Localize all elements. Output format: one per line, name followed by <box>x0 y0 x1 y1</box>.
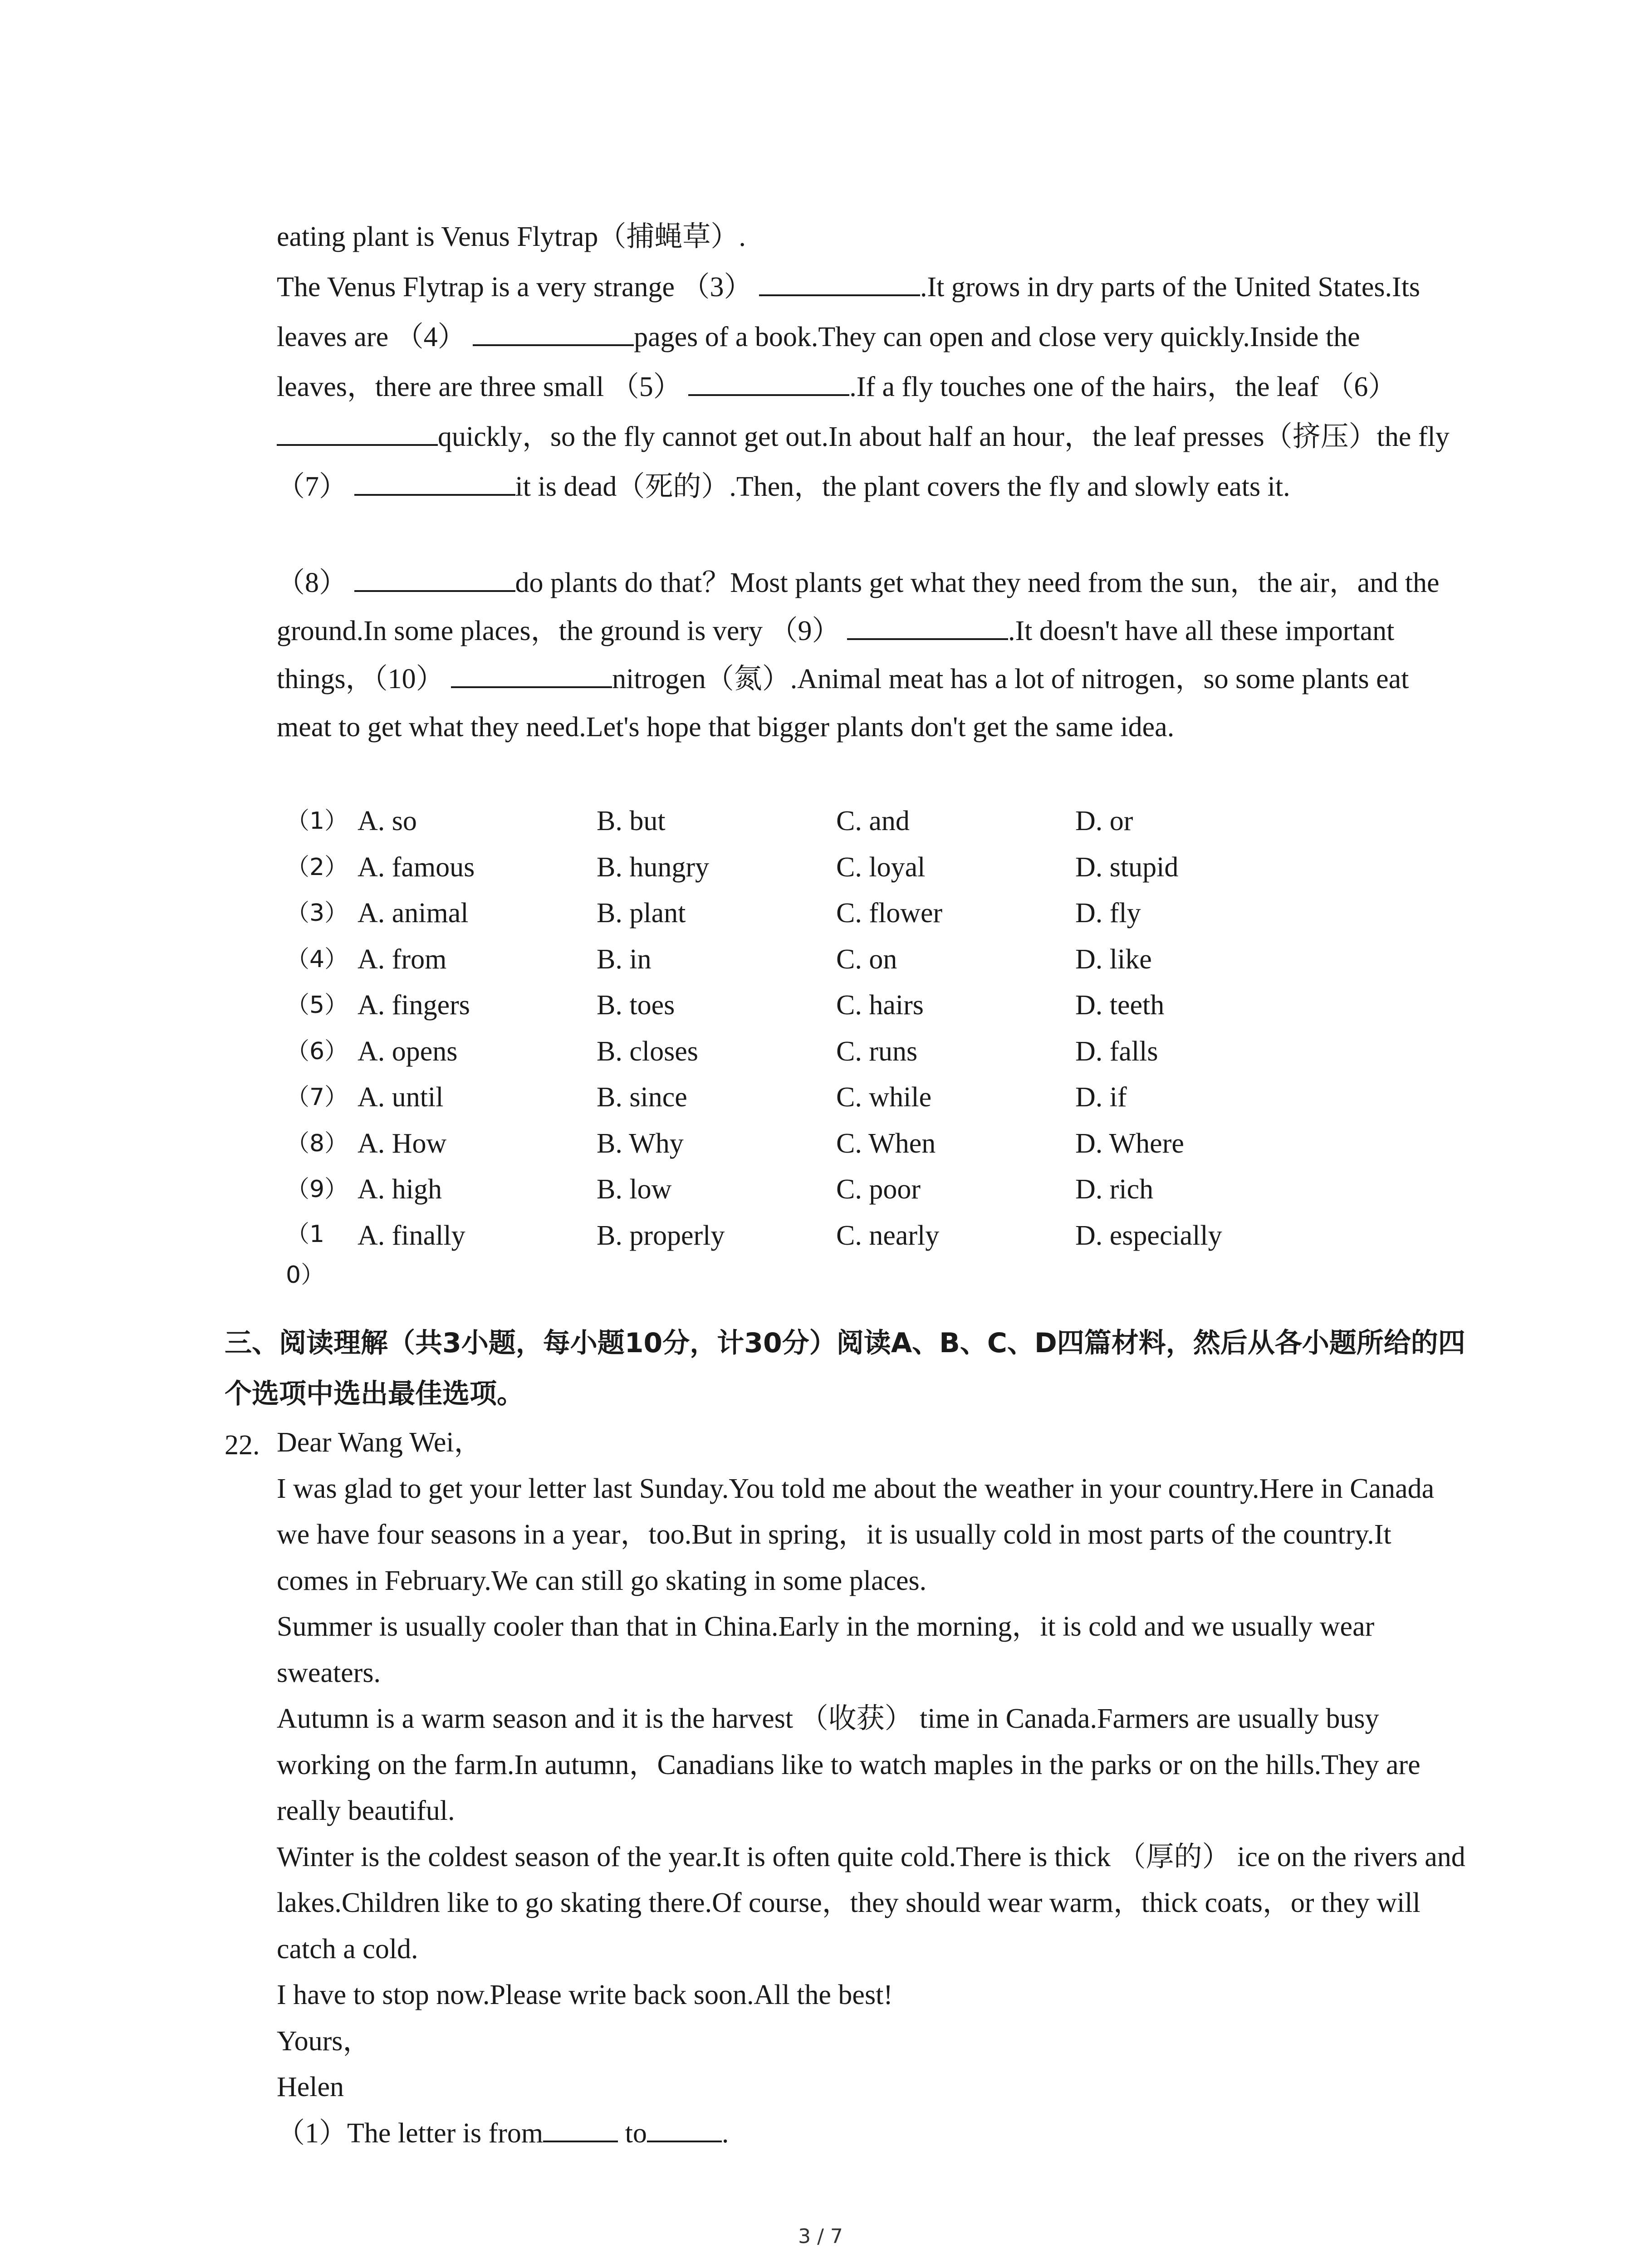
section-heading: 三、阅读理解（共3小题，每小题10分，计30分）阅读A、B、C、D四篇材料，然后从各小题所给的四个选项中选出最佳选项。 <box>225 1327 1465 1410</box>
option-c[interactable]: C. flower <box>836 898 943 929</box>
option-d[interactable]: D. or <box>1075 806 1133 836</box>
option-b[interactable]: B. but <box>597 806 666 836</box>
option-c[interactable]: C. poor <box>836 1174 921 1205</box>
option-row <box>277 1075 1411 1122</box>
option-c[interactable]: C. When <box>836 1128 936 1159</box>
letter-closing: Yours， <box>277 2025 371 2057</box>
option-c[interactable]: C. runs <box>836 1036 918 1067</box>
option-b[interactable]: B. Why <box>597 1128 684 1159</box>
option-row <box>277 1214 1411 1289</box>
option-c[interactable]: C. nearly <box>836 1220 940 1251</box>
option-c[interactable]: C. hairs <box>836 990 924 1021</box>
option-d[interactable]: D. rich <box>1075 1174 1154 1205</box>
option-a[interactable]: A. animal <box>358 898 469 929</box>
option-row <box>277 846 1411 892</box>
option-d[interactable]: D. like <box>1075 943 1152 975</box>
sub-question-1: （1）The letter is from to . <box>277 2111 1465 2157</box>
blank-8[interactable] <box>354 563 515 592</box>
letter-paragraph: Summer is usually cooler than that in China.Early in the morning，it is cold and we usually wear sweaters. <box>277 1611 1375 1688</box>
letter-paragraph: I was glad to get your letter last Sunday.You told me about the weather in your country.Here in Canada we have four seasons in a year，too.But in spring，it is usually cold in most parts of the country.It comes in February.We can still go skating in some places. <box>277 1473 1435 1596</box>
letter-paragraph: Winter is the coldest season of the year.It is often quite cold.There is thick （厚的） ice on the rivers and lakes.Children like to go skating there.Of course，they should wear warm，thick coats，or they will catch a cold. <box>277 1841 1465 1965</box>
option-a[interactable]: A. until <box>358 1082 444 1113</box>
blank-3[interactable] <box>759 267 920 296</box>
passage-line-1: eating plant is Venus Flytrap（捕蝇草）. <box>277 221 746 252</box>
option-number: （5） <box>286 992 348 1019</box>
option-row <box>277 1168 1411 1214</box>
letter-passage <box>277 1420 1465 2156</box>
option-number: （10） <box>286 1220 325 1289</box>
options-list <box>277 799 1411 1289</box>
option-number: （3） <box>286 899 348 927</box>
option-a[interactable]: A. How <box>358 1128 447 1159</box>
option-b[interactable]: B. hungry <box>597 851 709 883</box>
option-b[interactable]: B. in <box>597 943 652 975</box>
option-a[interactable]: A. fingers <box>358 990 470 1021</box>
option-c[interactable]: C. while <box>836 1082 932 1113</box>
question-number: 22. <box>225 1430 260 1461</box>
option-d[interactable]: D. especially <box>1075 1220 1222 1251</box>
option-number: （8） <box>286 1129 348 1157</box>
option-number: （1） <box>286 807 348 835</box>
letter-paragraph: Autumn is a warm season and it is the harvest （收获） time in Canada.Farmers are usually busy working on the farm.In autumn，Canadians like to watch maples in the parks or on the hills.They are really beautiful. <box>277 1703 1421 1826</box>
option-a[interactable]: A. so <box>358 806 417 836</box>
option-b[interactable]: B. properly <box>597 1220 725 1251</box>
option-row <box>277 799 1411 846</box>
option-d[interactable]: D. Where <box>1075 1128 1184 1159</box>
option-number: （6） <box>286 1037 348 1065</box>
option-d[interactable]: D. teeth <box>1075 990 1165 1021</box>
option-number: （4） <box>286 945 348 973</box>
option-a[interactable]: A. high <box>358 1174 442 1205</box>
option-c[interactable]: C. loyal <box>836 851 926 883</box>
option-b[interactable]: B. plant <box>597 898 686 929</box>
blank-7[interactable] <box>354 467 515 496</box>
option-number: （9） <box>286 1176 348 1203</box>
option-c[interactable]: C. on <box>836 943 897 975</box>
letter-salutation: Dear Wang Wei， <box>277 1427 482 1458</box>
option-row <box>277 891 1411 938</box>
option-row <box>277 983 1411 1030</box>
answer-blank-to[interactable] <box>647 2113 722 2142</box>
option-a[interactable]: A. famous <box>358 851 475 883</box>
letter-paragraph: I have to stop now.Please write back soon.All the best! <box>277 1980 893 2010</box>
option-d[interactable]: D. fly <box>1075 898 1141 929</box>
letter-signature: Helen <box>277 2072 344 2102</box>
option-row <box>277 1030 1411 1076</box>
option-b[interactable]: B. closes <box>597 1036 698 1067</box>
blank-6[interactable] <box>277 417 438 446</box>
page-number: 3 / 7 <box>798 2225 843 2248</box>
option-b[interactable]: B. toes <box>597 990 675 1021</box>
option-d[interactable]: D. if <box>1075 1082 1127 1113</box>
blank-10[interactable] <box>451 659 612 688</box>
blank-9[interactable] <box>847 611 1008 640</box>
option-a[interactable]: A. finally <box>358 1220 465 1251</box>
option-row <box>277 1122 1411 1168</box>
option-a[interactable]: A. opens <box>358 1036 458 1067</box>
passage-paragraph-3: （8） do plants do that？Most plants get what they need from the sun，the air，and the ground.In some places，the ground is very （9） .It doesn't have all these important things，（10） nitrogen（氮）.Animal meat has a lot of nitrogen，so some plants eat meat to get what they need.Let's hope that bigger plants don't get the same idea. <box>277 559 1456 751</box>
option-c[interactable]: C. and <box>836 806 910 836</box>
option-number: （2） <box>286 853 348 881</box>
option-d[interactable]: D. falls <box>1075 1036 1158 1067</box>
answer-blank-from[interactable] <box>543 2113 618 2142</box>
option-a[interactable]: A. from <box>358 943 447 975</box>
blank-4[interactable] <box>473 317 634 346</box>
option-number: （7） <box>286 1084 348 1111</box>
option-row <box>277 938 1411 984</box>
option-b[interactable]: B. since <box>597 1082 687 1113</box>
option-d[interactable]: D. stupid <box>1075 851 1179 883</box>
blank-5[interactable] <box>688 367 849 396</box>
passage-paragraph-2: The Venus Flytrap is a very strange （3） .It grows in dry parts of the United States.Its leaves are （4） pages of a book.They can open and close very quickly.Inside the leaves，there are three small （5） .If a fly touches one of the hairs，the leaf （6） quickly，so the fly cannot get out.In about half an hour，the leaf presses（挤压）the fly （7） it is dead（死的）.Then，the plant covers the fly and slowly eats it. <box>277 262 1456 512</box>
option-b[interactable]: B. low <box>597 1174 672 1205</box>
